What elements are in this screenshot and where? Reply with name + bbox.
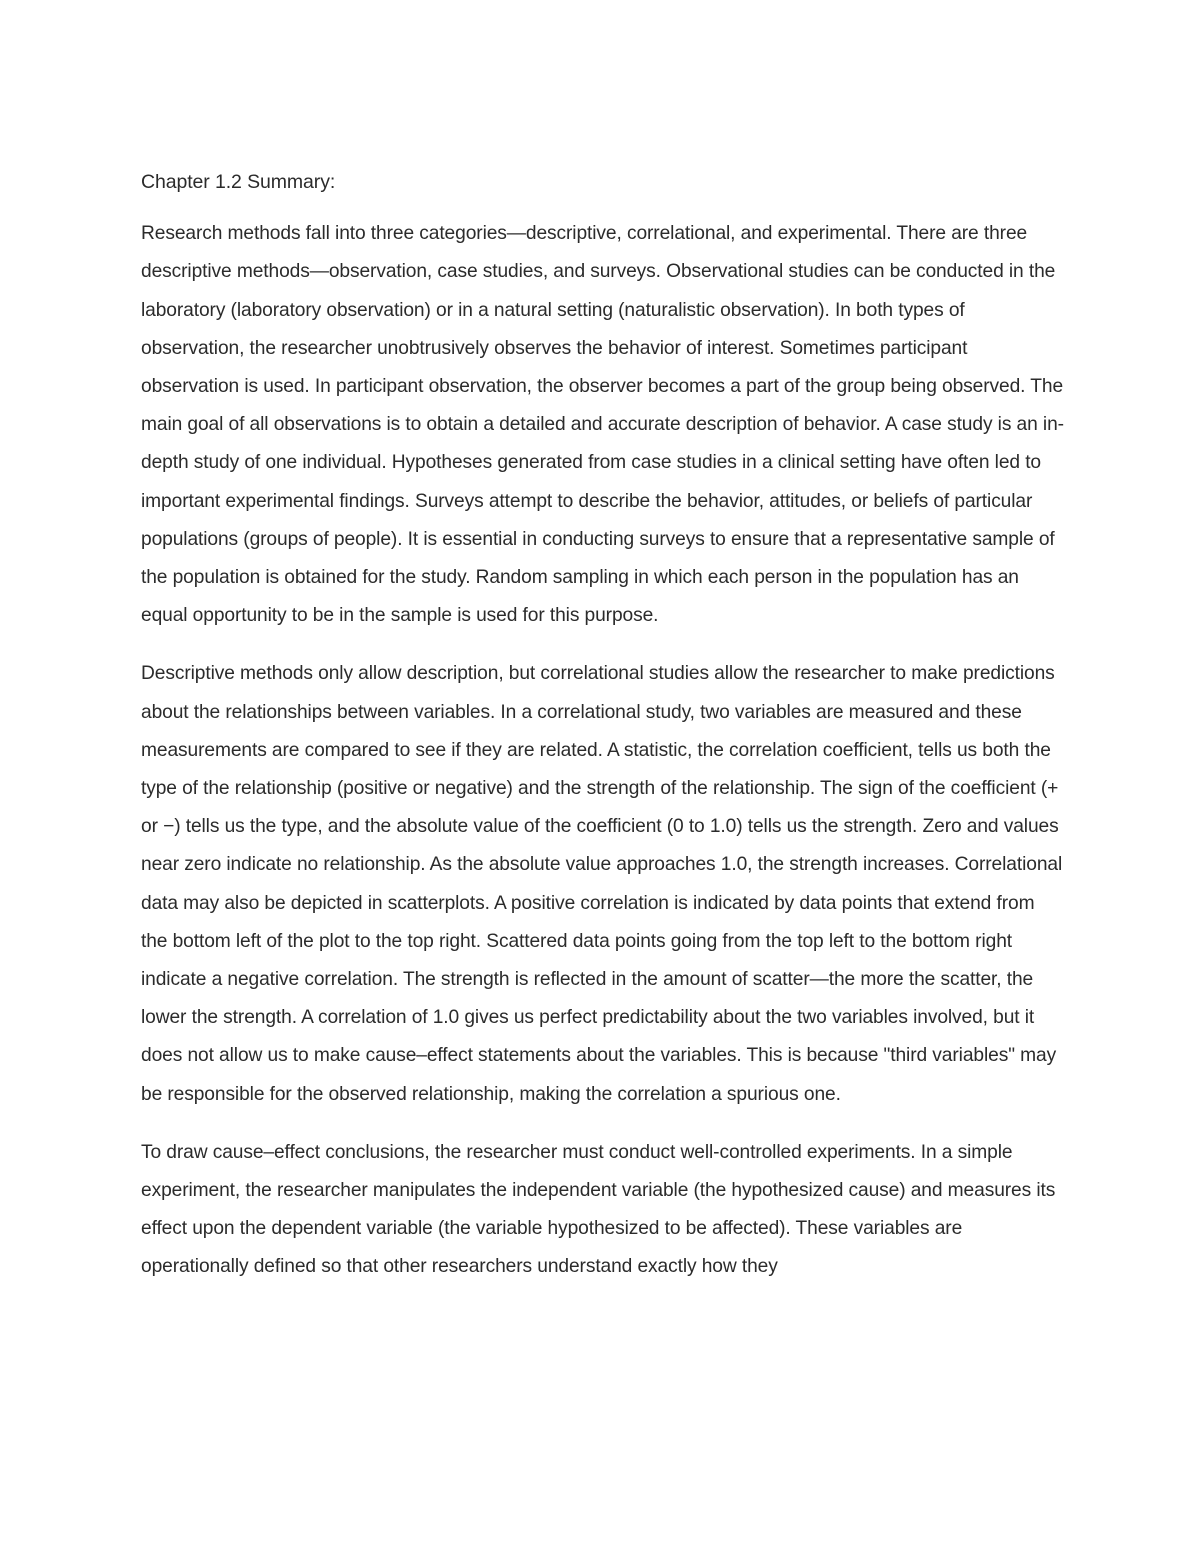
paragraph-research-methods: Research methods fall into three categories—descriptive, correlational, and experimental. There are three descriptive methods—observation, case studies, and surveys. Observational studies can be conducted in the laboratory (laboratory observation) or in a natural setting (naturalistic observation). In both types of observation, the researcher unobtrusively observes the behavior of interest. Sometimes participant observation is used. In participant observation, the observer becomes a part of the group being observed. The main goal of all observations is to obtain a detailed and accurate description of behavior. A case study is an in-depth study of one individual. Hypotheses generated from case studies in a clinical setting have often led to important experimental findings. Surveys attempt to describe the behavior, attitudes, or beliefs of particular populations (groups of people). It is essential in conducting surveys to ensure that a representative sample of the population is obtained for the study. Random sampling in which each person in the population has an equal opportunity to be in the sample is used for this purpose. <box>141 223 1064 627</box>
document-body <box>141 163 1066 1307</box>
paragraph-experiments: To draw cause–effect conclusions, the researcher must conduct well-controlled experiments. In a simple experiment, the researcher manipulates the independent variable (the hypothesized cause) and measures its effect upon the dependent variable (the variable hypothesized to be affected). These variables are operationally defined so that other researchers understand exactly how they <box>141 1141 1056 1278</box>
chapter-heading: Chapter 1.2 Summary: <box>141 171 336 193</box>
paragraph-correlational-studies: Descriptive methods only allow description, but correlational studies allow the researcher to make predictions about the relationships between variables. In a correlational study, two variables are measured and these measurements are compared to see if they are related. A statistic, the correlation coefficient, tells us both the type of the relationship (positive or negative) and the strength of the relationship. The sign of the coefficient (+ or −) tells us the type, and the absolute value of the coefficient (0 to 1.0) tells us the strength. Zero and values near zero indicate no relationship. As the absolute value approaches 1.0, the strength increases. Correlational data may also be depicted in scatterplots. A positive correlation is indicated by data points that extend from the bottom left of the plot to the top right. Scattered data points going from the top left to the bottom right indicate a negative correlation. The strength is reflected in the amount of scatter—the more the scatter, the lower the strength. A correlation of 1.0 gives us perfect predictability about the two variables involved, but it does not allow us to make cause–effect statements about the variables. This is because "third variables" may be responsible for the observed relationship, making the correlation a spurious one. <box>141 663 1063 1105</box>
